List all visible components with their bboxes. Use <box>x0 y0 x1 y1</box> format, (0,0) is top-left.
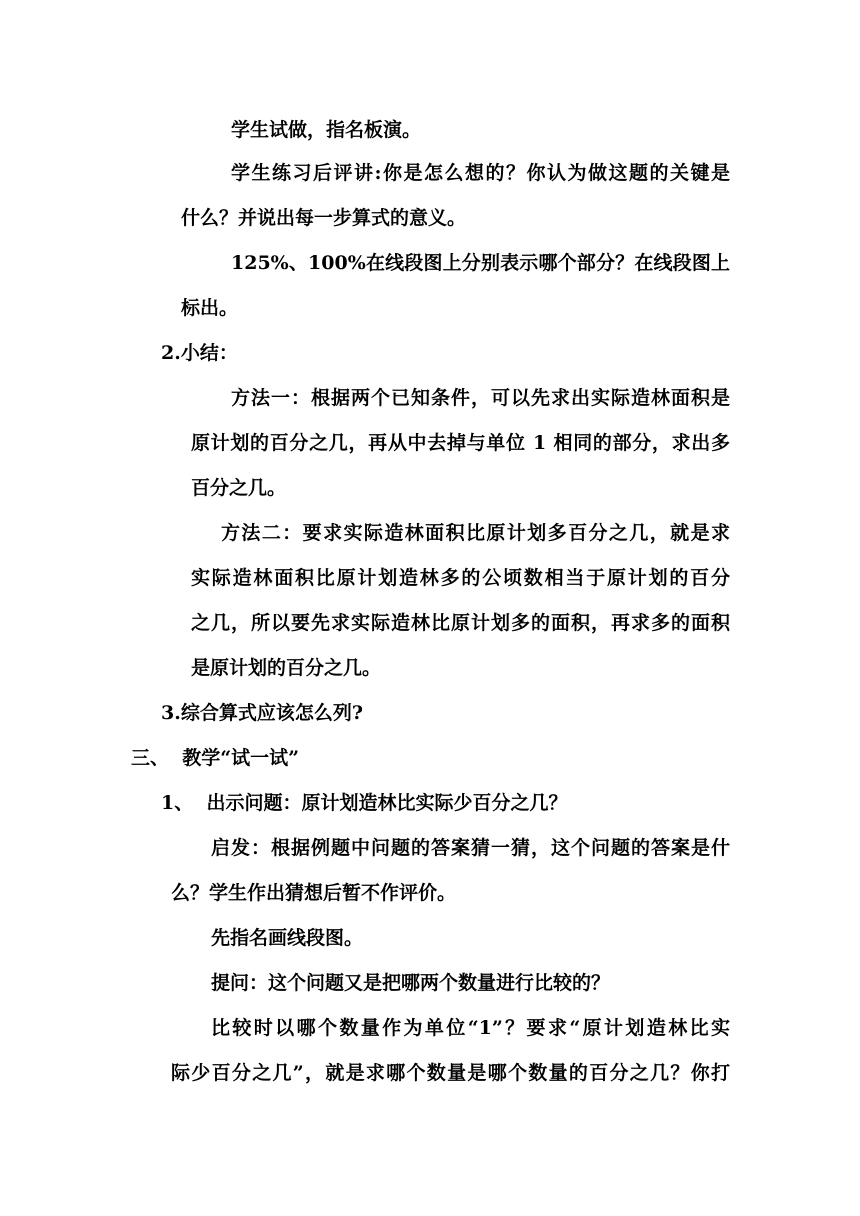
text-line-9: 百分之几。 <box>191 477 287 499</box>
section-heading-formula: 3.综合算式应该怎么列? <box>161 702 363 724</box>
text-line-12: 之几，所以要先求实际造林比原计划多的面积，再求多的面积 <box>191 612 730 634</box>
text-line-22: 际少百分之几”，就是求哪个数量是哪个数量的百分之几？你打 <box>171 1062 730 1084</box>
section-heading-summary: 2.小结： <box>161 342 238 364</box>
text-line-7: 方法一：根据两个已知条件，可以先求出实际造林面积是 <box>231 387 730 409</box>
text-line-3: 什么？并说出每一步算式的意义。 <box>181 207 467 229</box>
text-line-19: 先指名画线段图。 <box>211 927 364 949</box>
section-heading-try: 三、 教学“试一试” <box>131 747 300 769</box>
text-line-5: 标出。 <box>181 297 239 319</box>
text-line-21: 比较时以哪个数量作为单位“1”？要求“原计划造林比实 <box>211 1017 730 1039</box>
text-line-13: 是原计划的百分之几。 <box>191 657 382 679</box>
text-line-20: 提问：这个问题又是把哪两个数量进行比较的？ <box>211 972 611 994</box>
text-line-11: 实际造林面积比原计划造林多的公顷数相当于原计划的百分 <box>191 567 730 589</box>
text-line-4: 125%、100%在线段图上分别表示哪个部分？在线段图上 <box>231 252 730 274</box>
text-line-18: 么？学生作出猜想后暂不作评价。 <box>171 882 457 904</box>
text-line-2: 学生练习后评讲:你是怎么想的？你认为做这题的关键是 <box>231 162 730 184</box>
item-heading-1: 1、 出示问题：原计划造林比实际少百分之几？ <box>161 792 568 814</box>
text-line-1: 学生试做，指名板演。 <box>231 119 422 141</box>
text-line-8: 原计划的百分之几，再从中去掉与单位 1 相同的部分，求出多 <box>191 432 730 454</box>
text-line-10: 方法二：要求实际造林面积比原计划多百分之几，就是求 <box>221 522 730 544</box>
text-line-17: 启发：根据例题中问题的答案猜一猜，这个问题的答案是什 <box>211 837 730 859</box>
